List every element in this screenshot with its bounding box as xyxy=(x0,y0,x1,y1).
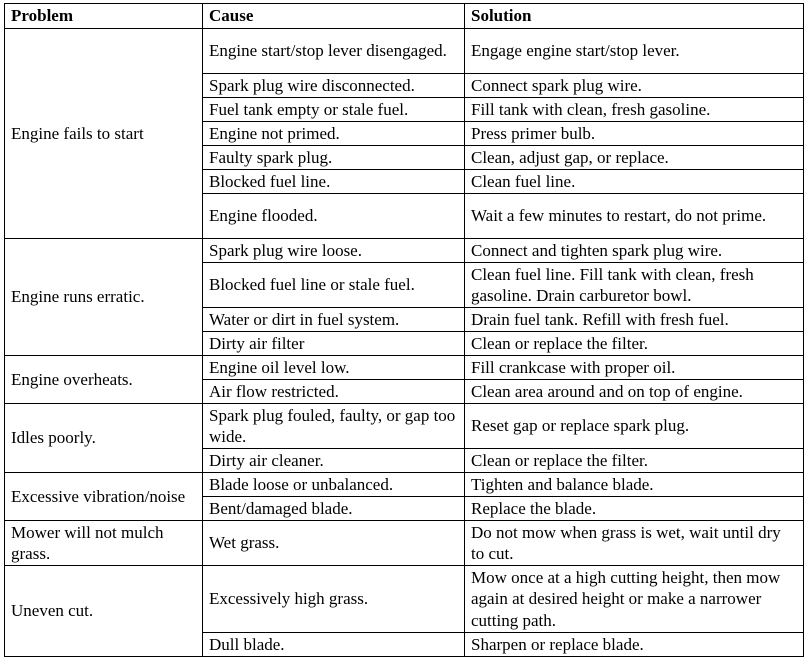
problem-cell: Mower will not mulch grass. xyxy=(5,521,203,566)
solution-cell: Mow once at a high cutting height, then mow again at desired height or make a narrower cutting path. xyxy=(465,566,804,633)
cause-cell: Blade loose or unbalanced. xyxy=(203,473,465,497)
table-row xyxy=(5,29,804,74)
solution-cell: Clean fuel line. xyxy=(465,170,804,194)
header-row xyxy=(5,4,804,29)
table-row xyxy=(5,356,804,380)
header-problem: Problem xyxy=(5,4,203,29)
header-cause: Cause xyxy=(203,4,465,29)
cause-cell: Dull blade. xyxy=(203,633,465,657)
table-row xyxy=(5,473,804,497)
solution-cell: Clean fuel line. Fill tank with clean, fresh gasoline. Drain carburetor bowl. xyxy=(465,263,804,308)
cause-cell: Engine oil level low. xyxy=(203,356,465,380)
cause-cell: Water or dirt in fuel system. xyxy=(203,308,465,332)
solution-cell: Replace the blade. xyxy=(465,497,804,521)
problem-cell: Engine fails to start xyxy=(5,29,203,239)
cause-cell: Spark plug fouled, faulty, or gap too wide. xyxy=(203,404,465,449)
cause-cell: Dirty air cleaner. xyxy=(203,449,465,473)
cause-cell: Faulty spark plug. xyxy=(203,146,465,170)
solution-cell: Reset gap or replace spark plug. xyxy=(465,404,804,449)
solution-cell: Tighten and balance blade. xyxy=(465,473,804,497)
cause-cell: Blocked fuel line. xyxy=(203,170,465,194)
solution-cell: Engage engine start/stop lever. xyxy=(465,29,804,74)
table-row xyxy=(5,239,804,263)
solution-cell: Connect spark plug wire. xyxy=(465,74,804,98)
solution-cell: Fill tank with clean, fresh gasoline. xyxy=(465,98,804,122)
cause-cell: Engine not primed. xyxy=(203,122,465,146)
cause-cell: Dirty air filter xyxy=(203,332,465,356)
cause-cell: Wet grass. xyxy=(203,521,465,566)
problem-cell: Excessive vibration/noise xyxy=(5,473,203,521)
cause-cell: Fuel tank empty or stale fuel. xyxy=(203,98,465,122)
solution-cell: Sharpen or replace blade. xyxy=(465,633,804,657)
cause-cell: Bent/damaged blade. xyxy=(203,497,465,521)
cause-cell: Excessively high grass. xyxy=(203,566,465,633)
solution-cell: Clean, adjust gap, or replace. xyxy=(465,146,804,170)
solution-cell: Clean or replace the filter. xyxy=(465,449,804,473)
solution-cell: Fill crankcase with proper oil. xyxy=(465,356,804,380)
solution-cell: Wait a few minutes to restart, do not prime. xyxy=(465,194,804,239)
solution-cell: Connect and tighten spark plug wire. xyxy=(465,239,804,263)
header-solution: Solution xyxy=(465,4,804,29)
solution-cell: Drain fuel tank. Refill with fresh fuel. xyxy=(465,308,804,332)
problem-cell: Engine overheats. xyxy=(5,356,203,404)
solution-cell: Do not mow when grass is wet, wait until dry to cut. xyxy=(465,521,804,566)
solution-cell: Clean or replace the filter. xyxy=(465,332,804,356)
cause-cell: Engine flooded. xyxy=(203,194,465,239)
solution-cell: Clean area around and on top of engine. xyxy=(465,380,804,404)
troubleshooting-table xyxy=(4,3,804,657)
problem-cell: Idles poorly. xyxy=(5,404,203,473)
table-row xyxy=(5,566,804,633)
cause-cell: Air flow restricted. xyxy=(203,380,465,404)
cause-cell: Spark plug wire loose. xyxy=(203,239,465,263)
problem-cell: Uneven cut. xyxy=(5,566,203,657)
cause-cell: Engine start/stop lever disengaged. xyxy=(203,29,465,74)
table-row xyxy=(5,521,804,566)
table-row xyxy=(5,404,804,449)
problem-cell: Engine runs erratic. xyxy=(5,239,203,356)
cause-cell: Blocked fuel line or stale fuel. xyxy=(203,263,465,308)
solution-cell: Press primer bulb. xyxy=(465,122,804,146)
cause-cell: Spark plug wire disconnected. xyxy=(203,74,465,98)
